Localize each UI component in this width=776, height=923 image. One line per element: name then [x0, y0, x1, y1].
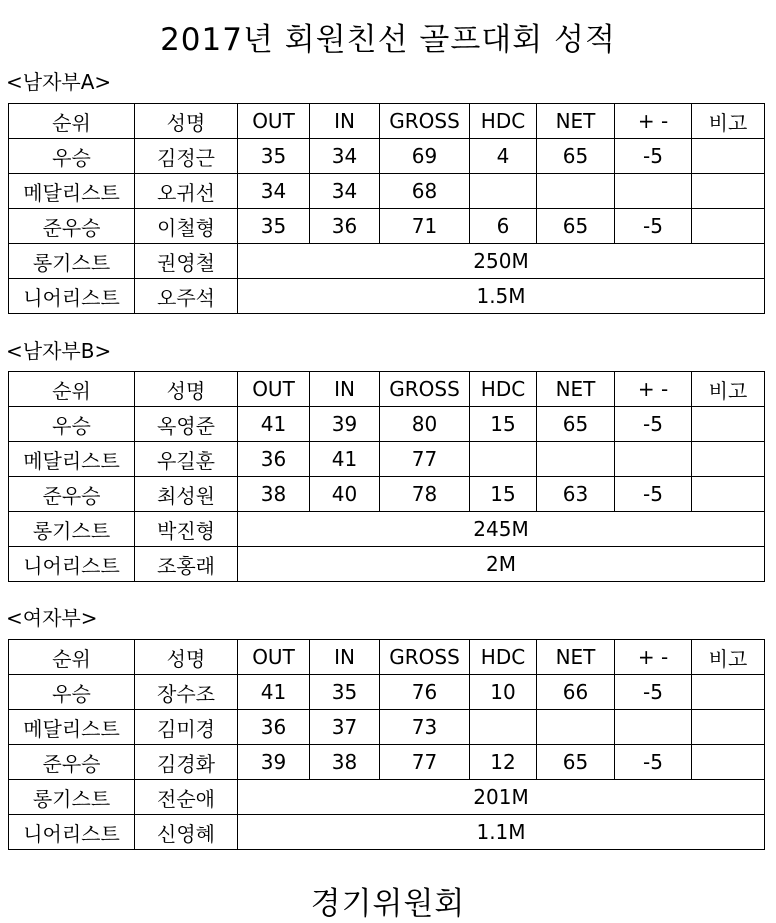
- rank-cell: 우승: [9, 675, 135, 710]
- net-cell: [537, 174, 615, 209]
- header-cell: OUT: [238, 372, 310, 407]
- name-cell: 박진형: [135, 512, 238, 547]
- in-cell: 34: [310, 139, 380, 174]
- name-cell: 김정근: [135, 139, 238, 174]
- header-row: [9, 372, 765, 407]
- out-cell: 34: [238, 174, 310, 209]
- rank-cell: 우승: [9, 139, 135, 174]
- net-cell: 66: [537, 675, 615, 710]
- rank-cell: 준우승: [9, 745, 135, 780]
- rank-cell: 준우승: [9, 209, 135, 244]
- out-cell: 39: [238, 745, 310, 780]
- hdc-cell: [470, 174, 537, 209]
- rank-cell: 준우승: [9, 477, 135, 512]
- out-cell: 41: [238, 675, 310, 710]
- header-cell: IN: [310, 640, 380, 675]
- rank-cell: 니어리스트: [9, 815, 135, 850]
- gross-cell: 78: [380, 477, 470, 512]
- name-cell: 장수조: [135, 675, 238, 710]
- rank-cell: 롱기스트: [9, 780, 135, 815]
- gross-cell: 80: [380, 407, 470, 442]
- in-cell: 35: [310, 675, 380, 710]
- section-label-men-a: <남자부A>: [6, 70, 112, 94]
- note-cell: [692, 442, 765, 477]
- distance-cell: 1.1M: [238, 815, 765, 850]
- plus-minus-cell: -5: [615, 139, 692, 174]
- table-row: [9, 407, 765, 442]
- gross-cell: 77: [380, 745, 470, 780]
- net-cell: 65: [537, 407, 615, 442]
- table-row: [9, 745, 765, 780]
- hdc-cell: [470, 710, 537, 745]
- distance-cell: 201M: [238, 780, 765, 815]
- longest-drive-row: [9, 780, 765, 815]
- distance-cell: 1.5M: [238, 279, 765, 314]
- header-cell: 비고: [692, 372, 765, 407]
- gross-cell: 69: [380, 139, 470, 174]
- rank-cell: 롱기스트: [9, 244, 135, 279]
- plus-minus-cell: -5: [615, 745, 692, 780]
- header-cell: 순위: [9, 372, 135, 407]
- header-cell: 성명: [135, 372, 238, 407]
- name-cell: 조홍래: [135, 547, 238, 582]
- note-cell: [692, 745, 765, 780]
- gross-cell: 73: [380, 710, 470, 745]
- header-cell: OUT: [238, 104, 310, 139]
- header-cell: GROSS: [380, 104, 470, 139]
- net-cell: [537, 442, 615, 477]
- header-cell: NET: [537, 104, 615, 139]
- note-cell: [692, 139, 765, 174]
- out-cell: 41: [238, 407, 310, 442]
- plus-minus-cell: -5: [615, 209, 692, 244]
- hdc-cell: 15: [470, 477, 537, 512]
- net-cell: 65: [537, 139, 615, 174]
- header-cell: IN: [310, 104, 380, 139]
- name-cell: 오귀선: [135, 174, 238, 209]
- rank-cell: 메달리스트: [9, 442, 135, 477]
- hdc-cell: 6: [470, 209, 537, 244]
- header-cell: IN: [310, 372, 380, 407]
- plus-minus-cell: [615, 174, 692, 209]
- distance-cell: 250M: [238, 244, 765, 279]
- results-table-men-b: [8, 371, 765, 582]
- gross-cell: 76: [380, 675, 470, 710]
- header-cell: GROSS: [380, 640, 470, 675]
- rank-cell: 메달리스트: [9, 174, 135, 209]
- name-cell: 오주석: [135, 279, 238, 314]
- plus-minus-cell: -5: [615, 407, 692, 442]
- hdc-cell: 10: [470, 675, 537, 710]
- nearest-pin-row: [9, 279, 765, 314]
- net-cell: 65: [537, 209, 615, 244]
- note-cell: [692, 407, 765, 442]
- table-row: [9, 675, 765, 710]
- header-cell: 순위: [9, 640, 135, 675]
- table-row: [9, 477, 765, 512]
- hdc-cell: 12: [470, 745, 537, 780]
- header-cell: 비고: [692, 640, 765, 675]
- name-cell: 최성원: [135, 477, 238, 512]
- header-row: [9, 640, 765, 675]
- plus-minus-cell: -5: [615, 675, 692, 710]
- in-cell: 38: [310, 745, 380, 780]
- longest-drive-row: [9, 244, 765, 279]
- section-label-men-b: <남자부B>: [6, 339, 112, 363]
- rank-cell: 니어리스트: [9, 279, 135, 314]
- name-cell: 신영혜: [135, 815, 238, 850]
- footer-signature: 경기위원회: [310, 886, 466, 922]
- out-cell: 36: [238, 442, 310, 477]
- rank-cell: 우승: [9, 407, 135, 442]
- in-cell: 37: [310, 710, 380, 745]
- distance-cell: 245M: [238, 512, 765, 547]
- longest-drive-row: [9, 512, 765, 547]
- hdc-cell: [470, 442, 537, 477]
- table-row: [9, 139, 765, 174]
- table-row: [9, 174, 765, 209]
- note-cell: [692, 675, 765, 710]
- rank-cell: 메달리스트: [9, 710, 135, 745]
- gross-cell: 68: [380, 174, 470, 209]
- header-cell: + -: [615, 640, 692, 675]
- note-cell: [692, 174, 765, 209]
- in-cell: 34: [310, 174, 380, 209]
- hdc-cell: 15: [470, 407, 537, 442]
- header-cell: NET: [537, 372, 615, 407]
- net-cell: 65: [537, 745, 615, 780]
- in-cell: 36: [310, 209, 380, 244]
- header-row: [9, 104, 765, 139]
- hdc-cell: 4: [470, 139, 537, 174]
- name-cell: 김경화: [135, 745, 238, 780]
- name-cell: 전순애: [135, 780, 238, 815]
- name-cell: 우길훈: [135, 442, 238, 477]
- in-cell: 39: [310, 407, 380, 442]
- page-title: 2017년 회원친선 골프대회 성적: [160, 22, 616, 58]
- gross-cell: 71: [380, 209, 470, 244]
- name-cell: 이철형: [135, 209, 238, 244]
- distance-cell: 2M: [238, 547, 765, 582]
- net-cell: 63: [537, 477, 615, 512]
- gross-cell: 77: [380, 442, 470, 477]
- header-cell: 성명: [135, 104, 238, 139]
- plus-minus-cell: -5: [615, 477, 692, 512]
- plus-minus-cell: [615, 442, 692, 477]
- results-table-women: [8, 639, 765, 850]
- header-cell: 성명: [135, 640, 238, 675]
- out-cell: 35: [238, 209, 310, 244]
- header-cell: NET: [537, 640, 615, 675]
- name-cell: 권영철: [135, 244, 238, 279]
- table-row: [9, 710, 765, 745]
- out-cell: 36: [238, 710, 310, 745]
- header-cell: + -: [615, 372, 692, 407]
- header-cell: + -: [615, 104, 692, 139]
- header-cell: 순위: [9, 104, 135, 139]
- note-cell: [692, 477, 765, 512]
- table-row: [9, 209, 765, 244]
- header-cell: GROSS: [380, 372, 470, 407]
- header-cell: HDC: [470, 104, 537, 139]
- header-cell: HDC: [470, 372, 537, 407]
- header-cell: HDC: [470, 640, 537, 675]
- out-cell: 38: [238, 477, 310, 512]
- note-cell: [692, 209, 765, 244]
- rank-cell: 니어리스트: [9, 547, 135, 582]
- nearest-pin-row: [9, 547, 765, 582]
- nearest-pin-row: [9, 815, 765, 850]
- table-row: [9, 442, 765, 477]
- in-cell: 41: [310, 442, 380, 477]
- out-cell: 35: [238, 139, 310, 174]
- name-cell: 옥영준: [135, 407, 238, 442]
- in-cell: 40: [310, 477, 380, 512]
- results-table-men-a: [8, 103, 765, 314]
- rank-cell: 롱기스트: [9, 512, 135, 547]
- section-label-women: <여자부>: [6, 606, 98, 630]
- net-cell: [537, 710, 615, 745]
- name-cell: 김미경: [135, 710, 238, 745]
- plus-minus-cell: [615, 710, 692, 745]
- header-cell: 비고: [692, 104, 765, 139]
- header-cell: OUT: [238, 640, 310, 675]
- note-cell: [692, 710, 765, 745]
